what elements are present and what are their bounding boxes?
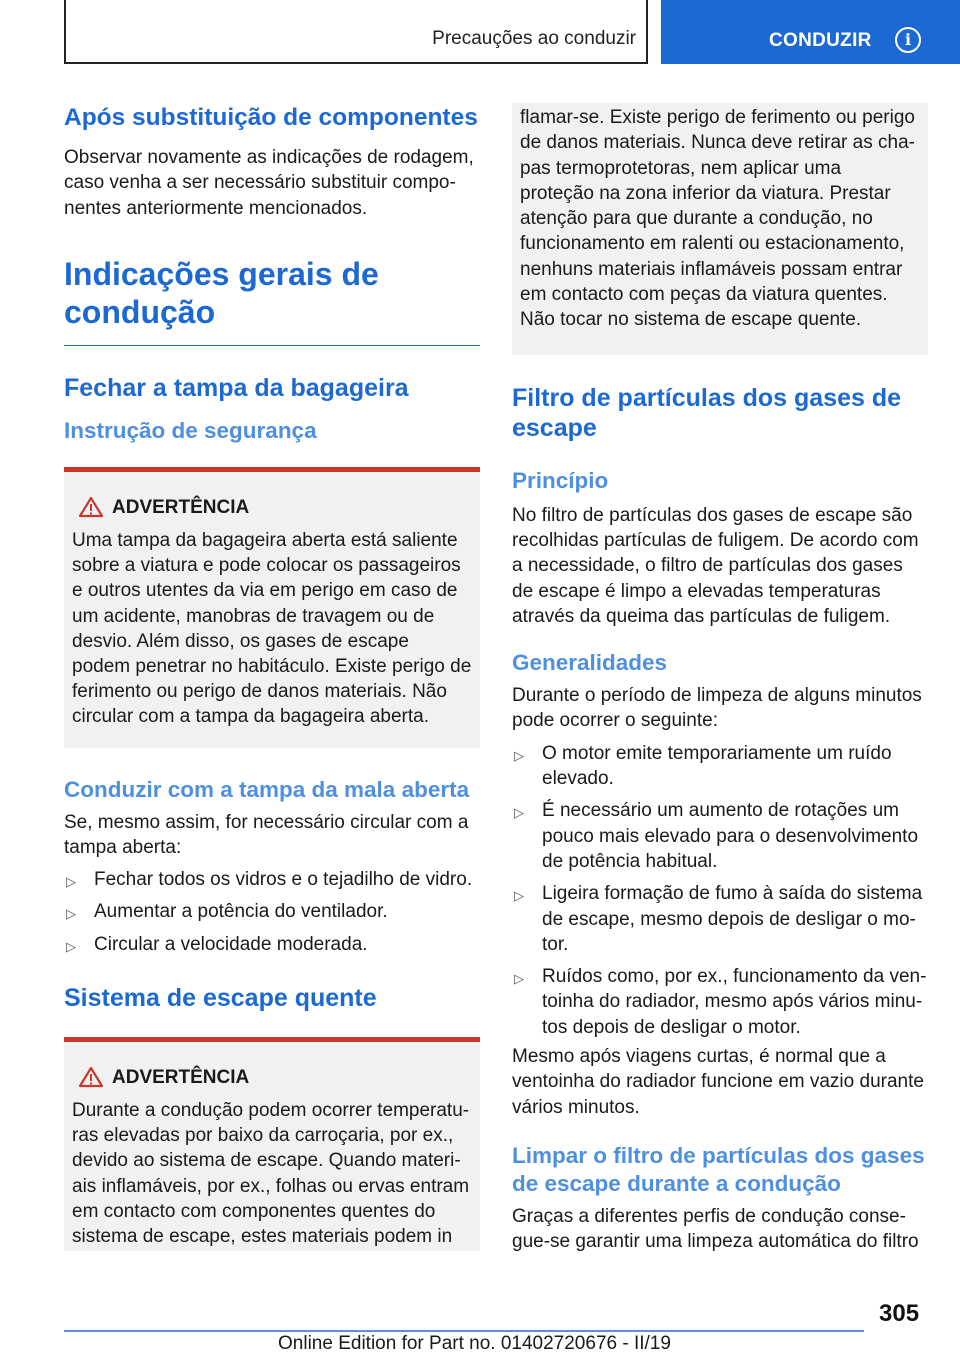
- list-item: ▷ Fechar todos os vidros e o tejadilho de vidro.: [64, 867, 480, 892]
- warning-header: [72, 496, 472, 520]
- left-column: [64, 103, 480, 1251]
- warning-label: ADVERTÊNCIA: [112, 496, 250, 518]
- list-item: ▷ Ruídos como, por ex., funcionamento da ventoinha do radiador, mesmo após vários minutos depois de desligar o motor.: [514, 966, 927, 1038]
- page-header: [0, 0, 960, 66]
- heading-clean-filter: Limpar o filtro de partículas dos gases de escape durante a condução: [512, 1142, 925, 1196]
- triangle-bullet-icon: ▷: [514, 805, 524, 821]
- triangle-bullet-icon: ▷: [514, 747, 524, 763]
- warning-box-exhaust-continued: [512, 103, 928, 355]
- warning-box-exhaust: [64, 1037, 480, 1251]
- right-column: [512, 103, 928, 1255]
- list-item: ▷ É necessário um aumento de rotações um pouco mais elevado para o desenvolvimento de potência habitual.: [514, 800, 919, 872]
- triangle-bullet-icon: ▷: [514, 888, 524, 904]
- heading-safety-instruction: Instrução de segurança: [64, 417, 317, 443]
- section-title: Precauções ao conduzir: [432, 28, 636, 49]
- heading-principle: Princípio: [512, 467, 609, 493]
- heading-hot-exhaust: Sistema de escape quente: [64, 984, 377, 1012]
- paragraph-driving-open-trunk: Se, mesmo assim, for necessário circular com a tampa aberta:: [64, 811, 469, 858]
- paragraph-clean-filter: Graças a diferentes perfis de condução consegue-se garantir uma limpeza automática do filtro: [512, 1205, 919, 1253]
- list-item: ▷ Circular a velocidade moderada.: [64, 932, 480, 957]
- triangle-bullet-icon: ▷: [514, 971, 524, 987]
- section-heading-after-replacement: Após substituição de componentes: [64, 104, 478, 131]
- heading-driving-open-trunk: Conduzir com a tampa da mala aberta: [64, 776, 470, 802]
- paragraph-general: Durante o período de limpeza de alguns minutos pode ocorrer o seguinte:: [512, 685, 922, 732]
- warning-text-trunk: Uma tampa da bagageira aberta está saliente sobre a viatura e pode colocar os passageiros e outros utentes da via em perigo em caso de um acidente, manobras de travagem ou de desvio. Além disso, os gases de escape podem penetrar no habitáculo. Existe perigo de ferimento ou perigo de danos materiais. Não circular com a tampa da bagageira aberta.: [72, 529, 472, 728]
- paragraph-principle: No filtro de partículas dos gases de escape são recolhidas partículas de fuligem. De acordo com a necessidade, o filtro de partículas dos gases de escape é limpo a elevadas temperaturas através da queima das partículas de fuligem.: [512, 504, 919, 627]
- footer-edition: Online Edition for Part no. 01402720676 - II/19: [278, 1333, 671, 1354]
- paragraph-after-replacement: Observar novamente as indicações de rodagem, caso venha a ser necessário substituir componentes anteriormente mencionados.: [64, 147, 474, 219]
- warning-triangle-icon: [78, 496, 104, 525]
- triangle-bullet-icon: ▷: [66, 874, 76, 890]
- chapter-tab[interactable]: [661, 0, 960, 64]
- warning-text-exhaust-continued: flamar-se. Existe perigo de ferimento ou perigo de danos materiais. Nunca deve retirar as chapas termoprotetoras, nem aplicar uma proteção na zona inferior da viatura. Prestar atenção para que durante a condução, no funcionamento em ralenti ou estacionamento, nenhuns materiais inflamáveis possam entrar em contacto com peças da viatura quentes. Não tocar no sistema de escape quente.: [520, 107, 915, 331]
- warning-triangle-icon: [78, 1066, 104, 1095]
- warning-text-exhaust: Durante a condução podem ocorrer temperaturas elevadas por baixo da carroçaria, por ex., devido ao sistema de escape. Quando materiais inflamáveis, por ex., folhas ou ervas entram em contacto com componentes quentes do sistema de escape, estes materiais podem in: [72, 1100, 470, 1248]
- heading-particulate-filter: Filtro de partículas dos gases de escape: [512, 383, 902, 442]
- chapter-heading: Indicações gerais de condução: [64, 255, 480, 346]
- chapter-title: CONDUZIR: [769, 30, 872, 51]
- warning-header: [72, 1066, 472, 1090]
- warning-label: ADVERTÊNCIA: [112, 1067, 250, 1088]
- list-item: ▷ Ligeira formação de fumo à saída do sistema de escape, mesmo depois de desligar o motor.: [514, 883, 923, 955]
- paragraph-after-short-trips: Mesmo após viagens curtas, é normal que a ventoinha do radiador funcione em vazio durante vários minutos.: [512, 1046, 924, 1118]
- footer-divider: [64, 1330, 864, 1332]
- list-item: ▷ O motor emite temporariamente um ruído elevado.: [514, 742, 892, 790]
- triangle-bullet-icon: ▷: [66, 938, 76, 954]
- heading-close-trunk: Fechar a tampa da bagageira: [64, 373, 409, 402]
- page-number: 305: [879, 1300, 920, 1327]
- list-open-trunk: [64, 867, 480, 957]
- list-item: ▷ Aumentar a potência do ventilador.: [64, 899, 480, 924]
- heading-general: Generalidades: [512, 650, 668, 676]
- triangle-bullet-icon: ▷: [66, 906, 76, 922]
- warning-box-trunk: [64, 467, 480, 748]
- info-icon[interactable]: i: [895, 27, 921, 53]
- list-general: [512, 741, 928, 1040]
